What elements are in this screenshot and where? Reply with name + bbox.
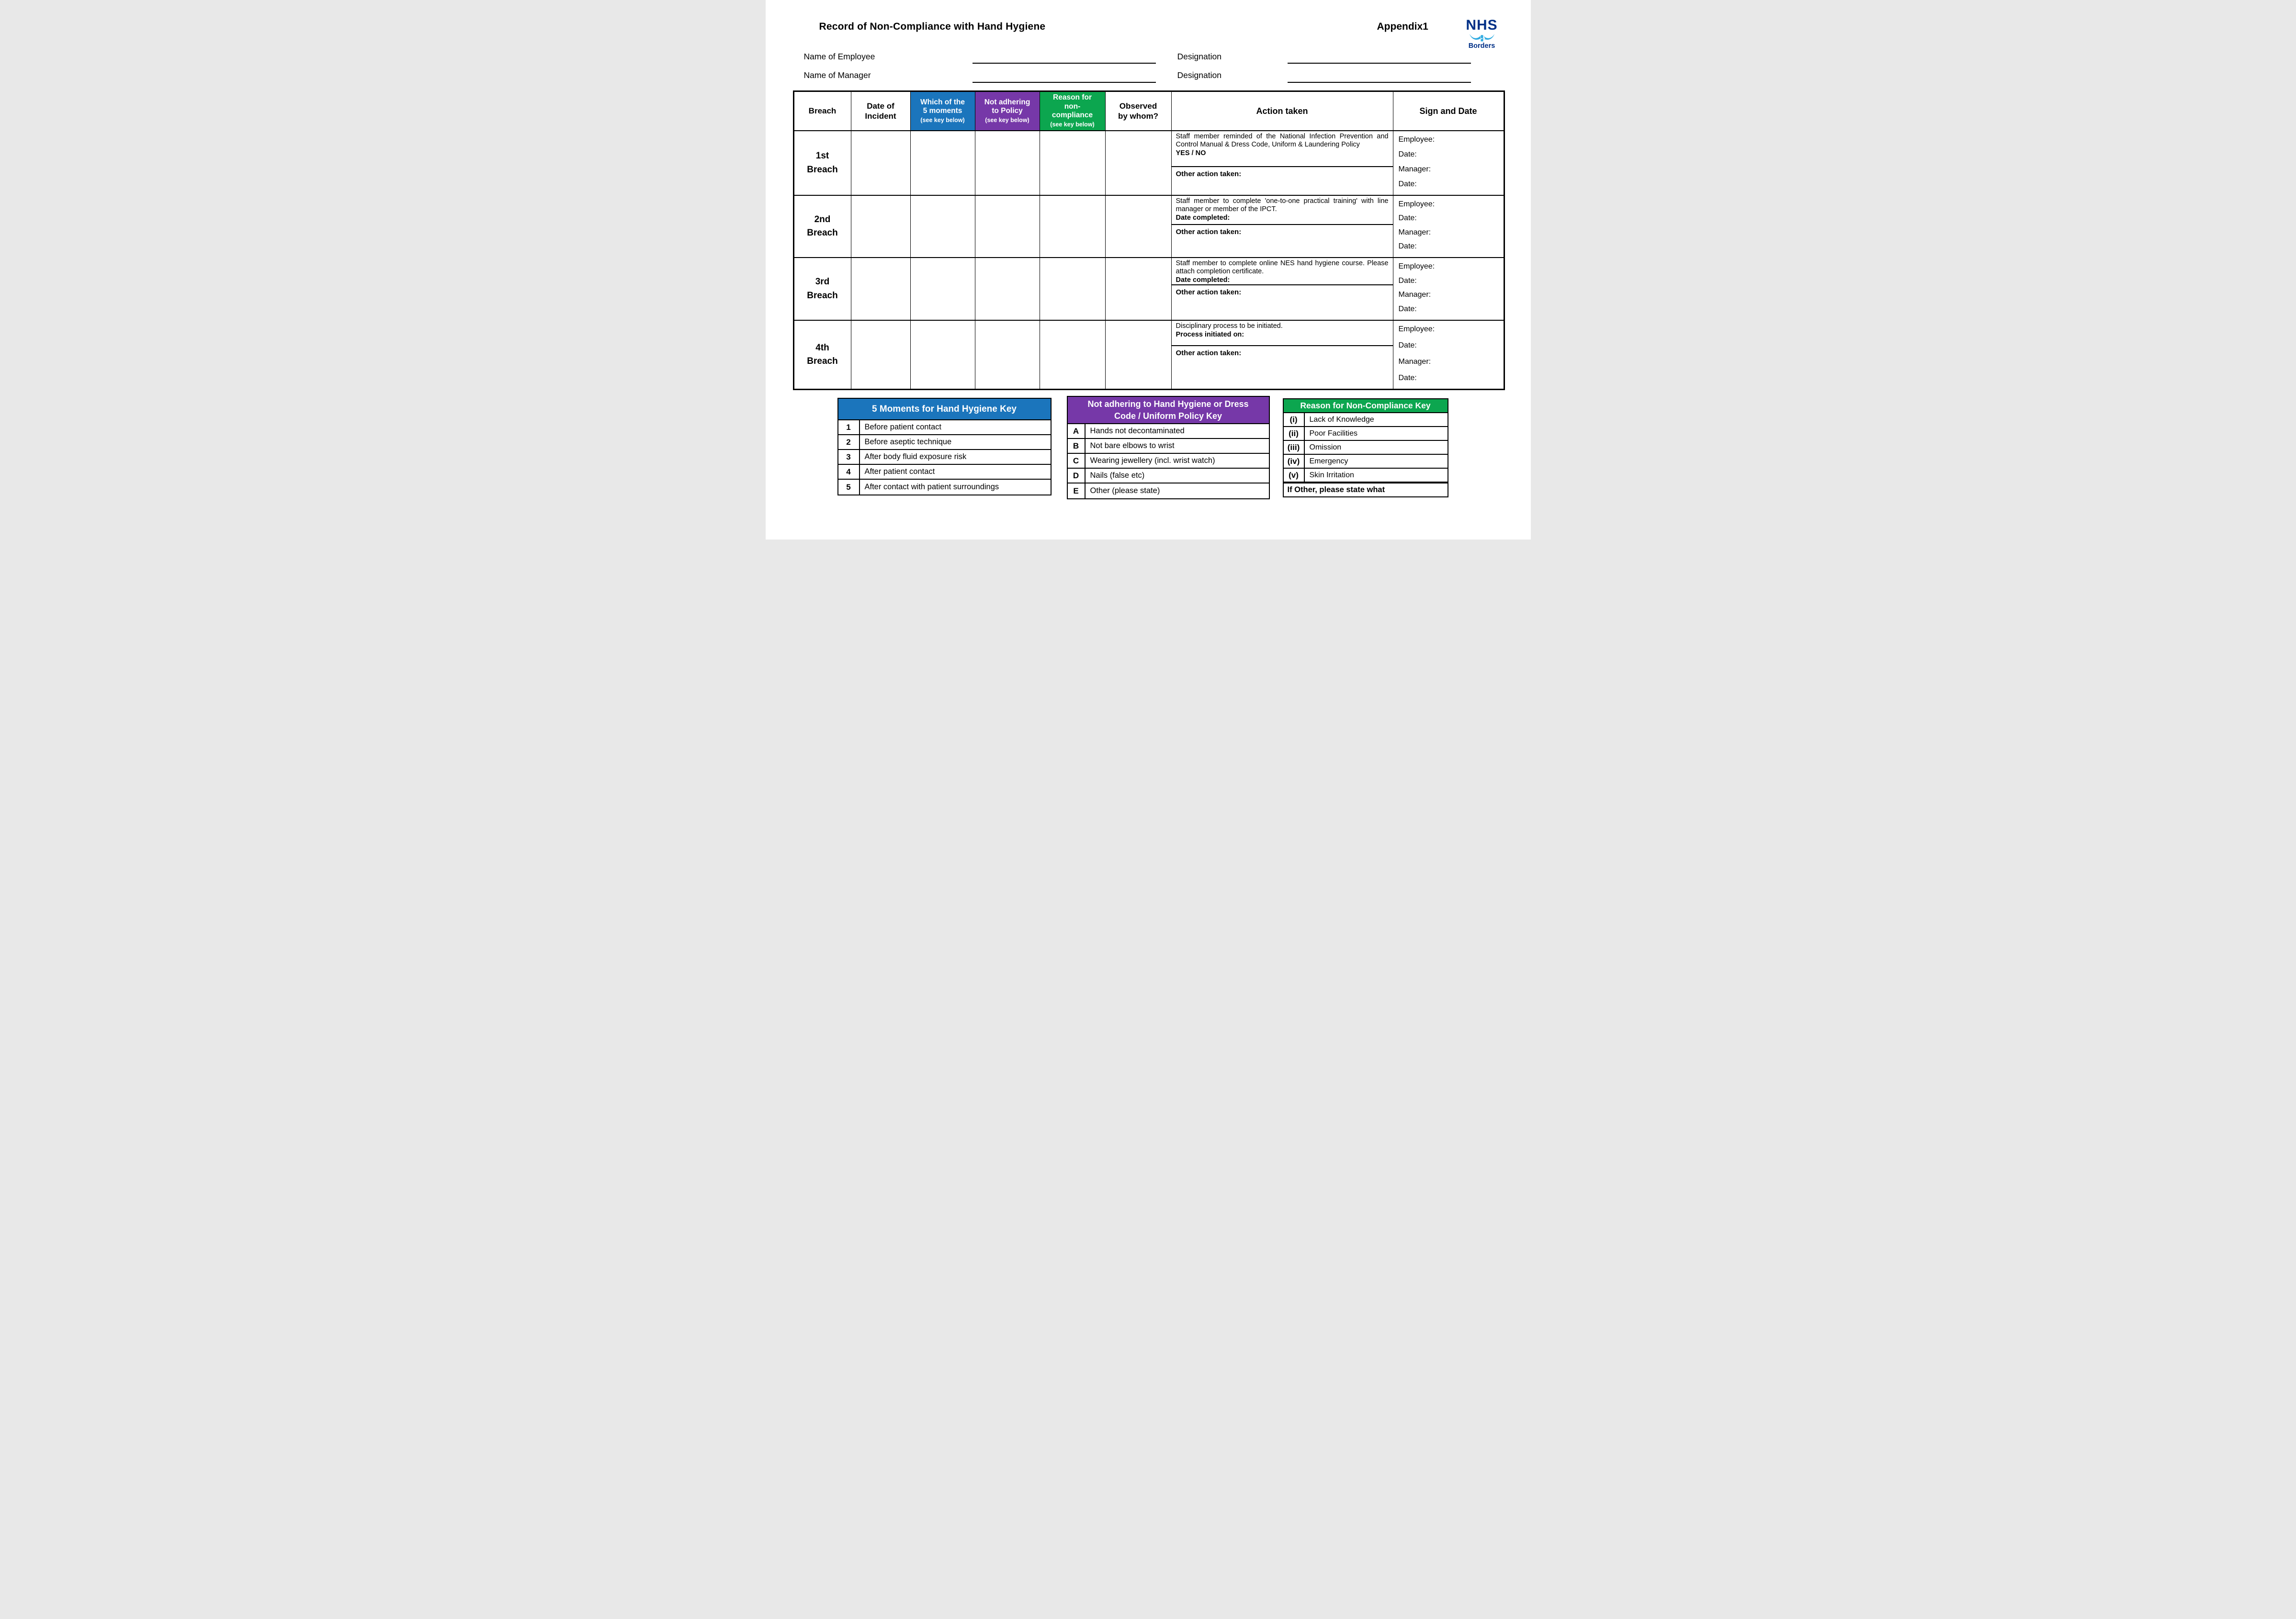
row4-breach-label: 4th Breach [794,321,851,389]
row1-date-of-incident-cell[interactable] [851,131,911,196]
key-label: Not bare elbows to wrist [1090,441,1175,450]
col-header-sign-and-date: Sign and Date [1393,92,1504,131]
row4-other-action[interactable]: Other action taken: [1176,349,1242,357]
row2-reason-cell[interactable] [1040,196,1106,258]
key-table-policy [1067,396,1270,499]
key-table-reason [1283,398,1448,497]
designation-label-2: Designation [1177,70,1222,80]
key-code: (i) [1284,413,1305,426]
key-row [1284,441,1448,455]
row4-five-moments-cell[interactable] [911,321,975,389]
row4-action-main: Disciplinary process to be initiated. Process initiated on: [1172,321,1393,346]
row1-sign-and-date-cell[interactable]: Employee: Date: Manager: Date: [1393,131,1504,196]
key-row [838,435,1051,450]
manager-name-label: Name of Manager [803,70,871,80]
row2-date-of-incident-cell[interactable] [851,196,911,258]
nhs-swoosh-icon [1468,34,1496,42]
appendix-label: Appendix1 [1377,21,1428,32]
row3-sign-and-date-cell[interactable]: Employee: Date: Manager: Date: [1393,258,1504,321]
row3-observed-cell[interactable] [1106,258,1172,321]
key-row [1068,454,1269,469]
nhs-borders-text: Borders [1468,42,1495,50]
key-code: B [1068,439,1086,453]
key-row [1284,455,1448,469]
row2-observed-cell[interactable] [1106,196,1172,258]
col-header-action-taken: Action taken [1172,92,1393,131]
key-code: 2 [838,435,860,449]
page-title: Record of Non-Compliance with Hand Hygiene [819,21,1046,32]
col-header-date-of-incident: Date of Incident [851,92,911,131]
row4-reason-cell[interactable] [1040,321,1106,389]
row1-breach-label: 1st Breach [794,131,851,196]
key-code: 3 [838,450,860,464]
key-label: Before patient contact [864,423,942,431]
key-code: D [1068,469,1086,483]
row4-sign-and-date-cell[interactable]: Employee: Date: Manager: Date: [1398,325,1435,382]
col-header-not-adhering: Not adhering to Policy (see key below) [975,92,1040,131]
key-row [838,420,1051,435]
key-label: After patient contact [864,467,935,476]
key-label: After body fluid exposure risk [864,452,967,461]
row3-reason-cell[interactable] [1040,258,1106,321]
row2-breach-label: 2nd Breach [794,196,851,258]
row4-not-adhering-cell[interactable] [975,321,1040,389]
key-label: Other (please state) [1090,486,1160,495]
key-row [1068,439,1269,454]
row2-sign-and-date-cell[interactable]: Employee: Date: Manager: Date: [1393,196,1504,258]
designation-line-1[interactable] [1288,63,1471,64]
nhs-logo-text: NHS [1466,17,1498,33]
row4-observed-cell[interactable] [1106,321,1172,389]
key-label: Hands not decontaminated [1090,427,1185,435]
col-header-observed-by-whom: Observed by whom? [1106,92,1172,131]
nhs-borders-logo [1462,18,1502,50]
col-header-reason: Reason for non- compliance (see key below) [1040,92,1106,131]
key-label: Emergency [1309,457,1348,465]
designation-line-2[interactable] [1288,82,1471,83]
row4-date-of-incident-cell[interactable] [851,321,911,389]
row2-other-action[interactable]: Other action taken: [1176,228,1242,236]
key-label: Poor Facilities [1309,429,1357,438]
document-page [766,0,1531,540]
key-code: (v) [1284,469,1305,482]
key-label: Before aseptic technique [864,438,952,446]
designation-label-1: Designation [1177,52,1222,61]
key-label: Wearing jewellery (incl. wrist watch) [1090,456,1215,465]
key-row [1068,483,1269,498]
key-row [838,450,1051,465]
row3-five-moments-cell[interactable] [911,258,975,321]
col-header-five-moments: Which of the 5 moments (see key below) [911,92,975,131]
key-row [1284,427,1448,441]
employee-name-label: Name of Employee [803,52,875,61]
row1-other-action[interactable]: Other action taken: [1176,170,1242,178]
row1-action-main: Staff member reminded of the National Infection Prevention and Control Manual & Dress Code, Uniform & Laundering Policy YES / NO [1172,131,1393,167]
col-header-breach: Breach [794,92,851,131]
key-five-moments-header: 5 Moments for Hand Hygiene Key [838,399,1051,420]
key-code: (iv) [1284,455,1305,468]
key-label: Lack of Knowledge [1309,415,1374,424]
key-row [1068,424,1269,439]
row2-action-main: Staff member to complete 'one-to-one practical training' with line manager or member of the IPCT. Date completed: [1172,196,1393,225]
manager-name-line[interactable] [973,82,1156,83]
key-reason-header: Reason for Non-Compliance Key [1284,399,1448,413]
row1-reason-cell[interactable] [1040,131,1106,196]
row3-not-adhering-cell[interactable] [975,258,1040,321]
employee-name-line[interactable] [973,63,1156,64]
key-label: Nails (false etc) [1090,471,1145,480]
row2-not-adhering-cell[interactable] [975,196,1040,258]
row4-action-taken-cell[interactable] [1172,321,1393,389]
row3-action-taken-cell[interactable] [1172,258,1393,321]
row1-not-adhering-cell[interactable] [975,131,1040,196]
key-row [1068,469,1269,483]
key-row [1284,413,1448,427]
key-code: (ii) [1284,427,1305,440]
key-code: 1 [838,420,860,434]
key-code: E [1068,483,1086,498]
row3-date-of-incident-cell[interactable] [851,258,911,321]
key-code: (iii) [1284,441,1305,454]
key-label: Skin Irritation [1309,471,1354,479]
key-label: After contact with patient surroundings [864,483,999,491]
row3-other-action[interactable]: Other action taken: [1176,288,1242,296]
row1-observed-cell[interactable] [1106,131,1172,196]
key-code: C [1068,454,1086,468]
breach-table [793,90,1505,390]
key-row [838,480,1051,495]
key-code: 4 [838,465,860,479]
key-row [838,465,1051,480]
row3-breach-label: 3rd Breach [794,258,851,321]
key-label: Omission [1309,443,1342,451]
row1-five-moments-cell[interactable] [911,131,975,196]
row2-five-moments-cell[interactable] [911,196,975,258]
key-table-five-moments [837,398,1052,495]
row1-action-taken-cell[interactable] [1172,131,1393,196]
key-row [1284,469,1448,483]
row3-action-main: Staff member to complete online NES hand hygiene course. Please attach completion certificate. Date completed: [1172,258,1393,285]
key-policy-header: Not adhering to Hand Hygiene or Dress Code / Uniform Policy Key [1068,397,1269,424]
key-code: 5 [838,480,860,495]
key-code: A [1068,424,1086,438]
key-reason-footer: If Other, please state what [1284,483,1448,496]
row2-action-taken-cell[interactable] [1172,196,1393,258]
